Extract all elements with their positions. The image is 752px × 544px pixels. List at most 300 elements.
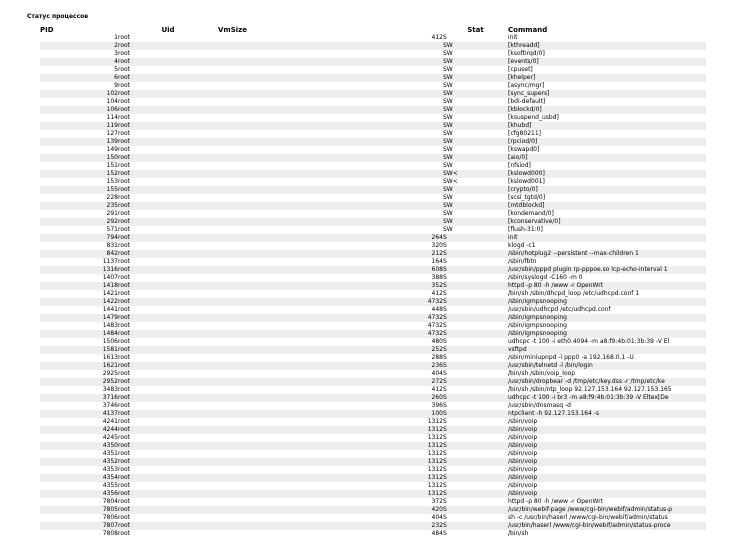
table-row (40, 34, 706, 42)
table-row (40, 266, 706, 274)
cell-uid: root (118, 202, 218, 210)
cell-stat: SW (443, 138, 508, 146)
cell-command: [kslowd000] (508, 170, 706, 178)
cell-stat: SW< (443, 178, 458, 185)
cell-stat: S (443, 514, 447, 521)
cell-stat: S (443, 410, 508, 418)
cell-uid: root (118, 530, 131, 537)
cell-vmsize: 4732 (218, 330, 443, 338)
cell-stat: S (443, 418, 447, 425)
cell-stat: S (443, 306, 447, 313)
cell-pid: 1137 (102, 258, 118, 265)
cell-stat: SW< (443, 170, 508, 178)
cell-uid: root (118, 466, 131, 473)
cell-uid: root (118, 250, 218, 258)
table-row (40, 114, 706, 122)
table-row (40, 82, 706, 90)
cell-pid: 228 (106, 194, 118, 201)
cell-stat: S (443, 474, 508, 482)
cell-vmsize: 1312 (427, 450, 443, 457)
cell-stat: S (443, 266, 508, 274)
cell-pid: 292 (40, 218, 118, 226)
cell-vmsize (218, 146, 443, 154)
cell-vmsize: 100 (218, 410, 443, 418)
cell-pid: 152 (40, 170, 118, 178)
cell-command: [events/0] (508, 58, 706, 66)
cell-stat: S (443, 242, 447, 249)
cell-vmsize: 1312 (427, 434, 443, 441)
table-row (40, 42, 706, 50)
cell-pid: 6 (40, 74, 118, 82)
cell-pid: 7805 (40, 506, 118, 514)
table-row (40, 106, 706, 114)
cell-uid: root (118, 306, 131, 313)
cell-pid: 1613 (102, 354, 118, 361)
cell-command: /usr/sbin/pppd plugin rp-pppoe.so lcp-echo-interval 1 (508, 266, 706, 274)
cell-vmsize (218, 186, 443, 194)
table-row (40, 498, 706, 506)
table-header-row (40, 26, 706, 34)
cell-vmsize (218, 162, 443, 170)
table-row (40, 418, 706, 426)
cell-command: init (508, 234, 706, 242)
cell-pid: 1506 (102, 338, 118, 345)
cell-stat: SW (443, 82, 453, 89)
cell-command: [rpciod/0] (508, 138, 706, 146)
cell-stat: S (443, 250, 508, 258)
cell-uid: root (118, 154, 218, 162)
cell-vmsize (218, 66, 443, 74)
table-row (40, 202, 706, 210)
cell-command: /usr/sbin/udhcpd /etc/udhcpd.conf (508, 306, 611, 313)
cell-pid: 4353 (102, 466, 118, 473)
cell-uid: root (118, 290, 131, 297)
table-row (40, 186, 706, 194)
cell-pid: 3746 (102, 402, 118, 409)
table-row (40, 226, 706, 234)
cell-pid: 4356 (40, 490, 118, 498)
column-header-pid: PID (40, 26, 54, 34)
table-row (40, 98, 706, 106)
cell-vmsize (218, 90, 443, 98)
cell-uid: root (118, 434, 131, 441)
cell-command: /sbin/voip (508, 442, 706, 450)
cell-pid: 1441 (102, 306, 118, 313)
table-row (40, 194, 706, 202)
cell-pid: 1581 (40, 346, 118, 354)
cell-uid: root (118, 426, 218, 434)
table-row (40, 66, 706, 74)
cell-uid: root (118, 162, 131, 169)
cell-vmsize: 412 (431, 386, 443, 393)
cell-pid: 3716 (40, 394, 118, 402)
cell-stat: S (443, 466, 447, 473)
cell-pid: 102 (40, 90, 118, 98)
cell-stat: S (443, 338, 447, 345)
table-row (40, 482, 706, 490)
cell-command: /sbin/voip (508, 426, 706, 434)
cell-vmsize: 372 (431, 498, 443, 505)
cell-uid: root (118, 346, 218, 354)
table-row (40, 50, 706, 58)
cell-vmsize: 1312 (218, 474, 443, 482)
table-row (40, 74, 706, 82)
table-row (40, 514, 706, 522)
cell-vmsize: 448 (431, 306, 443, 313)
cell-stat: S (443, 314, 508, 322)
cell-uid: root (118, 282, 218, 290)
cell-vmsize: 412 (431, 290, 443, 297)
cell-stat: SW (443, 202, 508, 210)
cell-pid: 150 (40, 154, 118, 162)
cell-command: [kblockd/0] (508, 106, 706, 114)
cell-pid: 2925 (102, 370, 118, 377)
table-row (40, 530, 706, 538)
process-table-body (40, 34, 706, 538)
cell-vmsize: 232 (218, 522, 443, 530)
cell-command: /sbin/igmpsnooping (508, 298, 706, 306)
cell-pid: 1421 (102, 290, 118, 297)
table-row (40, 338, 706, 346)
cell-vmsize: 484 (431, 530, 443, 537)
cell-pid: 7806 (102, 514, 118, 521)
cell-vmsize: 608 (218, 266, 443, 274)
cell-pid: 4351 (102, 450, 118, 457)
cell-uid: root (118, 506, 218, 514)
cell-command: [kswapd0] (508, 146, 540, 153)
cell-command: [cpuset] (508, 66, 533, 73)
cell-command: /bin/sh /sbin/ntp_loop 92.127.153.164 92.127.153.165 (508, 386, 672, 393)
cell-vmsize (218, 50, 443, 58)
table-row (40, 330, 706, 338)
table-row (40, 474, 706, 482)
cell-command: /sbin/igmpsnooping (508, 314, 706, 322)
cell-command: [kondemand/0] (508, 210, 554, 217)
table-row (40, 138, 706, 146)
cell-uid: root (118, 66, 131, 73)
table-row (40, 306, 706, 314)
table-row (40, 426, 706, 434)
cell-stat: SW (443, 74, 508, 82)
process-table (40, 26, 706, 538)
cell-vmsize (218, 114, 443, 122)
cell-vmsize (218, 42, 443, 50)
cell-pid: 2 (40, 42, 118, 50)
cell-uid: root (118, 194, 131, 201)
cell-vmsize: 1312 (427, 482, 443, 489)
cell-uid: root (118, 514, 131, 521)
cell-pid: 104 (106, 98, 118, 105)
cell-stat: S (443, 458, 508, 466)
cell-command: [nfsiod] (508, 162, 531, 169)
table-row (40, 242, 706, 250)
cell-uid: root (118, 354, 131, 361)
cell-uid: root (118, 490, 218, 498)
cell-command: [khubd] (508, 122, 706, 130)
cell-command: /sbin/voip (508, 450, 538, 457)
table-row (40, 410, 706, 418)
cell-command: /sbin/voip (508, 458, 706, 466)
cell-command: [flush-31:0] (508, 226, 543, 233)
cell-stat: S (443, 346, 508, 354)
table-row (40, 506, 706, 514)
cell-stat: S (443, 506, 508, 514)
cell-uid: root (118, 266, 218, 274)
cell-uid: root (118, 130, 131, 137)
cell-pid: 149 (106, 146, 118, 153)
cell-uid: root (118, 170, 218, 178)
cell-vmsize: 212 (218, 250, 443, 258)
cell-pid: 139 (40, 138, 118, 146)
cell-vmsize: 252 (218, 346, 443, 354)
cell-command: /usr/bin/webif-page /www/cgi-bin/webif/admin/status-p (508, 506, 706, 514)
table-row (40, 450, 706, 458)
cell-pid: 114 (106, 114, 118, 121)
cell-pid: 4245 (102, 434, 118, 441)
cell-pid: 9 (114, 82, 118, 89)
cell-uid: root (118, 114, 131, 121)
cell-stat: SW (443, 194, 453, 201)
cell-uid: root (118, 338, 131, 345)
cell-pid: 291 (106, 210, 118, 217)
cell-vmsize: 264 (218, 234, 443, 242)
cell-uid: root (118, 410, 218, 418)
cell-vmsize: 420 (218, 506, 443, 514)
cell-pid: 1 (114, 34, 118, 41)
cell-command: udhcpc -t 100 -i br3 -m a8:f9:4b:01:3b:39 -V Eltex[De (508, 394, 706, 402)
cell-pid: 1479 (40, 314, 118, 322)
cell-stat: SW (443, 90, 508, 98)
table-row (40, 122, 706, 130)
cell-uid: root (118, 314, 218, 322)
cell-pid: 4352 (40, 458, 118, 466)
cell-command: [async/mgr] (508, 82, 545, 89)
cell-uid: root (118, 98, 131, 105)
cell-stat: SW (443, 66, 453, 73)
cell-command: /sbin/voip (508, 482, 538, 489)
cell-vmsize: 1312 (427, 466, 443, 473)
cell-pid: 4350 (40, 442, 118, 450)
cell-pid: 153 (106, 178, 118, 185)
cell-command: /sbin/miniupnpd -i ppp0 -a 192.168.0.1 -U (508, 354, 634, 361)
cell-pid: 4354 (40, 474, 118, 482)
cell-command: [ksoftirqd/0] (508, 50, 545, 57)
cell-stat: S (443, 394, 508, 402)
table-row (40, 458, 706, 466)
cell-uid: root (118, 442, 218, 450)
cell-command: ntpclient -h 92.127.153.164 -s (508, 410, 706, 418)
table-row (40, 346, 706, 354)
table-row (40, 322, 706, 330)
table-row (40, 354, 706, 362)
cell-uid: root (118, 458, 218, 466)
cell-uid: root (118, 90, 218, 98)
cell-stat: SW (443, 218, 508, 226)
cell-pid: 127 (106, 130, 118, 137)
cell-pid: 155 (40, 186, 118, 194)
cell-vmsize (218, 98, 443, 106)
cell-stat: SW (443, 122, 508, 130)
column-header-stat: Stat (467, 26, 484, 34)
cell-vmsize (218, 82, 443, 90)
table-row (40, 218, 706, 226)
cell-stat: S (443, 482, 447, 489)
column-header-vmsize: VmSize (218, 26, 247, 34)
cell-command: /bin/sh (508, 530, 529, 537)
cell-vmsize (218, 58, 443, 66)
cell-stat: S (443, 370, 447, 377)
cell-pid: 7804 (102, 498, 118, 505)
cell-stat: SW (443, 106, 508, 114)
table-row (40, 146, 706, 154)
cell-pid: 831 (106, 242, 118, 249)
cell-stat: S (443, 322, 447, 329)
cell-vmsize: 480 (431, 338, 443, 345)
cell-vmsize: 388 (431, 274, 443, 281)
cell-uid: root (118, 274, 131, 281)
cell-pid: 235 (40, 202, 118, 210)
cell-vmsize (218, 178, 443, 186)
cell-stat: SW (443, 186, 508, 194)
table-row (40, 154, 706, 162)
cell-stat: S (443, 530, 447, 537)
cell-command: /usr/sbin/dropbear -d /tmp/etc/key.dss -r /tmp/etc/ke (508, 378, 706, 386)
cell-pid: 1484 (40, 330, 118, 338)
cell-uid: root (118, 242, 131, 249)
cell-command: [crypto/0] (508, 186, 706, 194)
cell-command: httpd -p 80 -h /www -r OpenWrt (508, 282, 706, 290)
cell-command: /sbin/hotplug2 --persistent --max-children 1 (508, 250, 706, 258)
cell-stat: S (443, 490, 508, 498)
table-row (40, 386, 706, 394)
cell-vmsize: 236 (218, 362, 443, 370)
cell-pid: 4241 (102, 418, 118, 425)
cell-pid: 1422 (40, 298, 118, 306)
cell-command: sh -c /usr/bin/haserl /www/cgi-bin/webif/admin/status (508, 514, 668, 521)
cell-pid: 119 (40, 122, 118, 130)
cell-command: [cfg80211] (508, 130, 541, 137)
cell-stat: SW (443, 50, 453, 57)
table-row (40, 434, 706, 442)
cell-uid: root (118, 106, 218, 114)
cell-uid: root (118, 330, 218, 338)
cell-uid: root (118, 122, 218, 130)
cell-stat: SW (443, 210, 453, 217)
cell-uid: root (118, 362, 218, 370)
cell-uid: root (118, 450, 131, 457)
cell-uid: root (118, 138, 218, 146)
cell-command: [khelper] (508, 74, 706, 82)
cell-command: /sbin/voip (508, 466, 538, 473)
cell-uid: root (118, 394, 218, 402)
cell-stat: S (443, 522, 508, 530)
cell-uid: root (118, 74, 218, 82)
table-row (40, 378, 706, 386)
cell-command: httpd -p 80 -h /www -r OpenWrt (508, 498, 604, 505)
cell-stat: S (443, 498, 447, 505)
cell-stat: S (443, 362, 508, 370)
cell-command: /sbin/voip (508, 474, 706, 482)
cell-uid: root (118, 474, 218, 482)
cell-vmsize: 4732 (427, 322, 443, 329)
table-row (40, 234, 706, 242)
cell-vmsize (218, 74, 443, 82)
cell-stat: S (443, 330, 508, 338)
cell-vmsize: 1312 (218, 442, 443, 450)
table-row (40, 362, 706, 370)
cell-command: vsftpd (508, 346, 706, 354)
cell-uid: root (118, 234, 218, 242)
cell-stat: SW (443, 114, 453, 121)
table-row (40, 394, 706, 402)
cell-vmsize (218, 130, 443, 138)
cell-command: /sbin/igmpsnooping (508, 330, 706, 338)
table-row (40, 178, 706, 186)
table-row (40, 250, 706, 258)
cell-uid: root (118, 522, 218, 530)
cell-vmsize (218, 226, 443, 234)
cell-command: /sbin/voip (508, 418, 538, 425)
cell-vmsize (218, 210, 443, 218)
cell-command: [kslowd001] (508, 178, 545, 185)
cell-uid: root (118, 402, 131, 409)
cell-stat: S (443, 34, 447, 41)
cell-pid: 4137 (40, 410, 118, 418)
cell-stat: SW (443, 226, 453, 233)
cell-command: /usr/sbin/dnsmasq -d (508, 402, 571, 409)
table-row (40, 402, 706, 410)
table-row (40, 130, 706, 138)
cell-command: /bin/sh /sbin/voip_loop (508, 370, 576, 377)
cell-command: /sbin/syslogd -C160 -m 0 (508, 274, 583, 281)
cell-command: [mtdblockd] (508, 202, 706, 210)
cell-uid: root (118, 322, 131, 329)
cell-command: [bdi-default] (508, 98, 546, 105)
cell-command: [kthreadd] (508, 42, 706, 50)
cell-pid: 571 (106, 226, 118, 233)
cell-vmsize: 4732 (218, 314, 443, 322)
table-row (40, 282, 706, 290)
cell-vmsize (218, 194, 443, 202)
table-row (40, 162, 706, 170)
cell-stat: SW (443, 42, 508, 50)
cell-uid: root (118, 482, 131, 489)
table-row (40, 90, 706, 98)
cell-command: [sync_supers] (508, 90, 706, 98)
cell-pid: 1621 (40, 362, 118, 370)
cell-stat: S (443, 386, 447, 393)
cell-stat: S (443, 402, 447, 409)
cell-uid: root (118, 418, 131, 425)
cell-uid: root (118, 146, 131, 153)
cell-uid: root (118, 370, 131, 377)
cell-vmsize: 1312 (218, 490, 443, 498)
cell-command: /usr/bin/haserl /www/cgi-bin/webif/admin/status-proce (508, 522, 706, 530)
table-row (40, 258, 706, 266)
cell-command: [kconservative/0] (508, 218, 706, 226)
table-row (40, 522, 706, 530)
cell-vmsize: 1312 (218, 458, 443, 466)
cell-command: /sbin/voip (508, 490, 706, 498)
table-row (40, 210, 706, 218)
cell-command: /usr/sbin/telnetd -l /bin/login (508, 362, 706, 370)
cell-vmsize (218, 154, 443, 162)
cell-stat: S (443, 378, 508, 386)
cell-pid: 5 (114, 66, 118, 73)
cell-pid: 794 (40, 234, 118, 242)
cell-pid: 1407 (102, 274, 118, 281)
table-row (40, 170, 706, 178)
